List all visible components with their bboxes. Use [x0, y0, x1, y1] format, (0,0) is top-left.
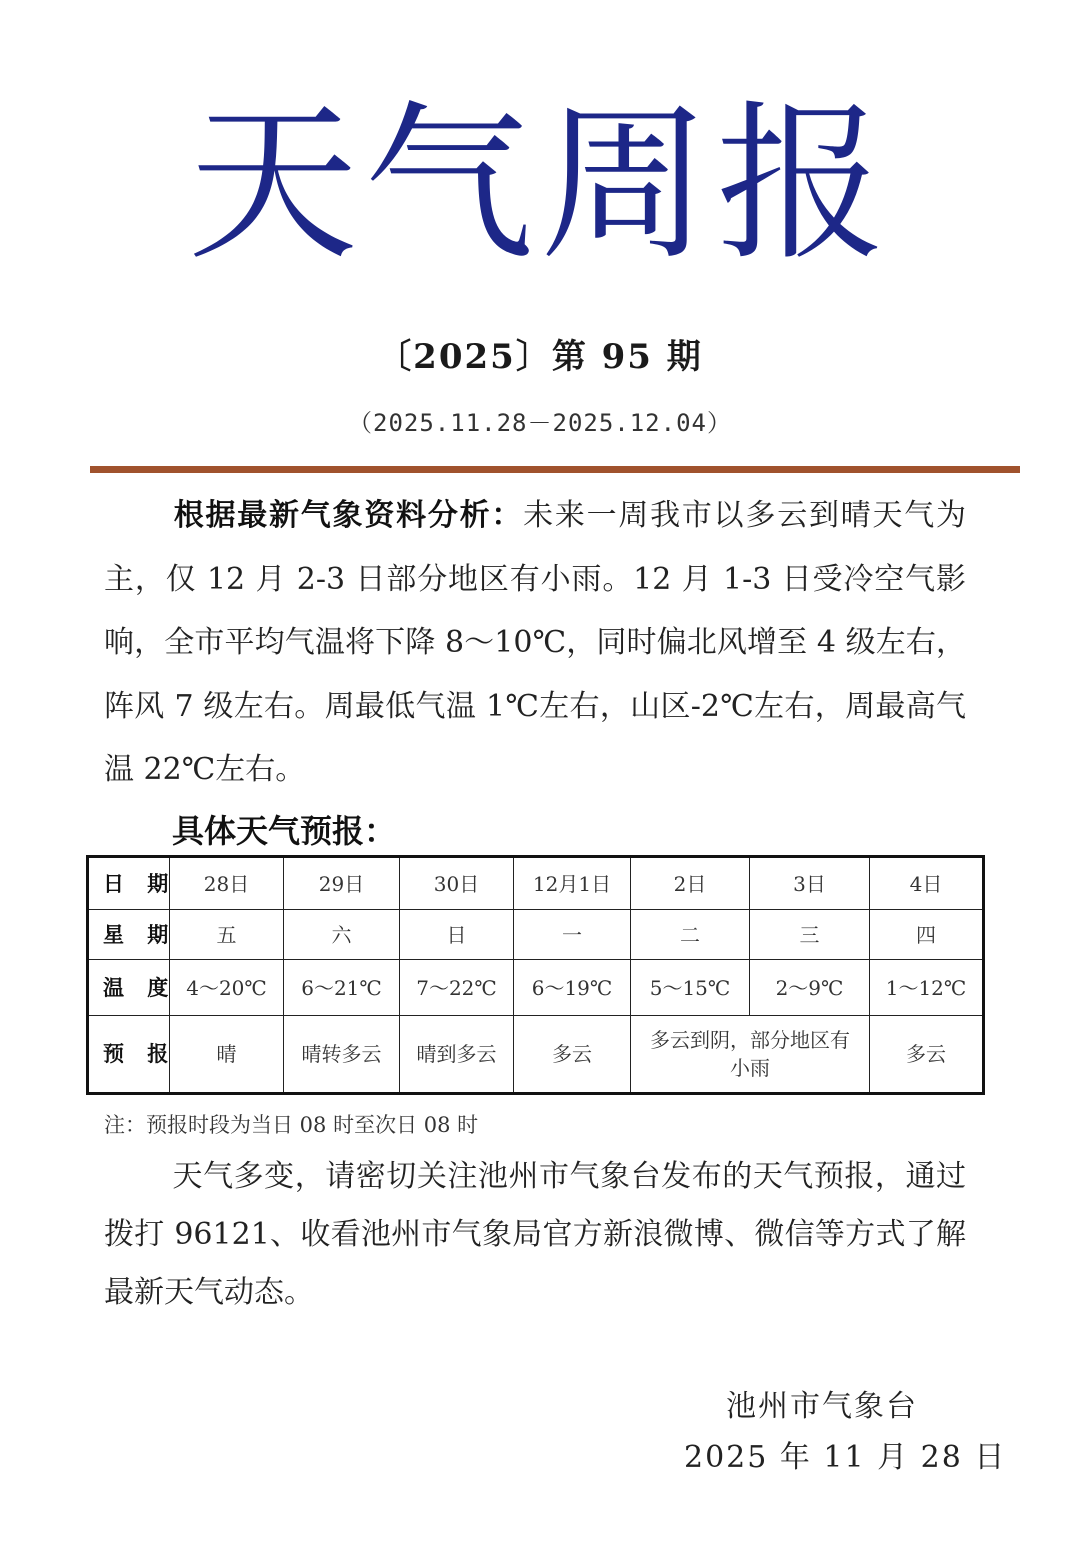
forecast-cell: 晴到多云	[400, 1016, 514, 1094]
forecast-cell: 晴转多云	[284, 1016, 400, 1094]
row-label-date: 日 期	[88, 857, 170, 910]
temperature-cell: 7～22℃	[400, 960, 514, 1016]
temperature-cell: 6～19℃	[514, 960, 631, 1016]
issue-date: 2025 年 11 月 28 日	[684, 1440, 1007, 1475]
weekday-cell: 四	[870, 910, 984, 960]
date-cell: 29日	[284, 857, 400, 910]
row-label-temperature: 温 度	[88, 960, 170, 1016]
weekday-cell: 二	[631, 910, 750, 960]
forecast-cell: 多云	[870, 1016, 984, 1094]
row-label-forecast: 预 报	[88, 1016, 170, 1094]
weekday-cell: 三	[750, 910, 870, 960]
forecast-table	[86, 855, 985, 1095]
date-cell: 2日	[631, 857, 750, 910]
newsletter-title: 天气周报	[187, 86, 892, 284]
date-row	[88, 857, 984, 910]
date-cell: 28日	[170, 857, 284, 910]
forecast-cell: 多云	[514, 1016, 631, 1094]
forecast-note: 注：预报时段为当日 08 时至次日 08 时	[104, 1113, 479, 1137]
temperature-cell: 2～9℃	[750, 960, 870, 1016]
temperature-cell: 4～20℃	[170, 960, 284, 1016]
temperature-cell: 6～21℃	[284, 960, 400, 1016]
issuer-name: 池州市气象台	[726, 1389, 918, 1424]
summary-text: 未来一周我市以多云到晴天气为主，仅 12 月 2-3 日部分地区有小雨。12 月 1-3 日受冷空气影响，全市平均气温将下降 8～10℃，同时偏北风增至 4 级左右，阵风 7 级左右。周最低气温 1℃左右，山区-2℃左右，周最高气温 22℃左右。	[104, 498, 967, 787]
weekday-cell: 一	[514, 910, 631, 960]
closing-text: 天气多变，请密切关注池州市气象台发布的天气预报，通过拨打 96121、收看池州市气象局官方新浪微博、微信等方式了解最新天气动态。	[104, 1159, 966, 1310]
forecast-period: （2025.11.28－2025.12.04）	[348, 409, 732, 437]
date-cell: 12月1日	[514, 857, 631, 910]
date-cell: 3日	[750, 857, 870, 910]
forecast-cell-merged: 多云到阴，部分地区有小雨	[631, 1016, 870, 1094]
summary-lead: 根据最新气象资料分析：	[172, 498, 524, 533]
weekday-cell: 五	[170, 910, 284, 960]
temperature-row	[88, 960, 984, 1016]
weekday-row	[88, 910, 984, 960]
closing-paragraph	[104, 1148, 966, 1322]
weekday-cell: 日	[400, 910, 514, 960]
forecast-section-title: 具体天气预报：	[172, 812, 397, 850]
summary-paragraph	[104, 484, 966, 802]
header-divider	[90, 466, 1020, 473]
date-cell: 4日	[870, 857, 984, 910]
row-label-weekday: 星 期	[88, 910, 170, 960]
temperature-cell: 5～15℃	[631, 960, 750, 1016]
weekday-cell: 六	[284, 910, 400, 960]
issue-number: 〔2025〕第 95 期	[377, 337, 703, 377]
forecast-row	[88, 1016, 984, 1094]
forecast-cell: 晴	[170, 1016, 284, 1094]
temperature-cell: 1～12℃	[870, 960, 984, 1016]
date-cell: 30日	[400, 857, 514, 910]
